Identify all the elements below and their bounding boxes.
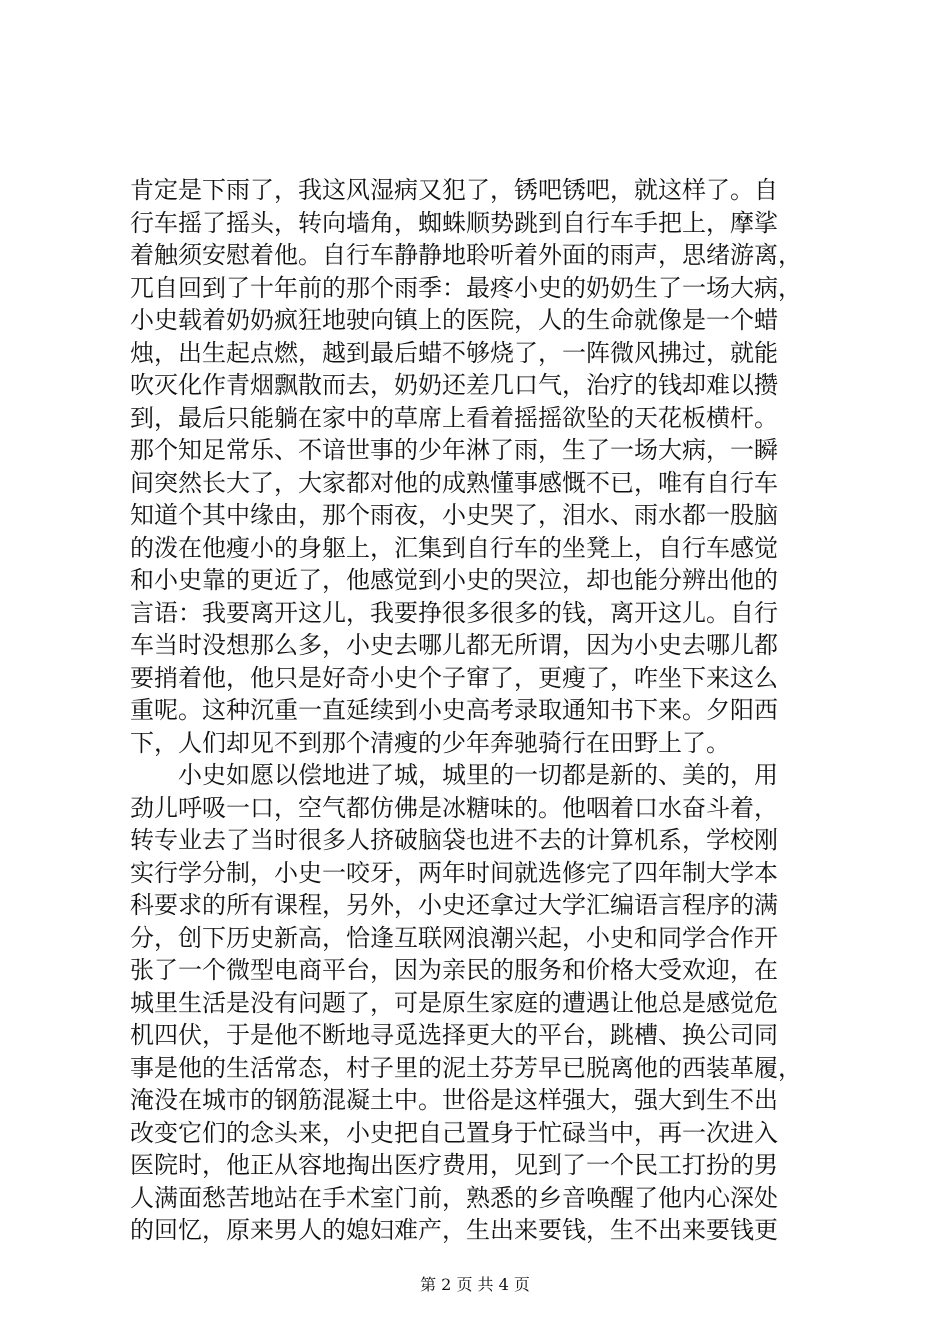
text-line: 车当时没想那么多，小史去哪儿都无所谓，因为小史去哪儿都 <box>130 631 778 659</box>
text-line: 医院时，他正从容地掏出医疗费用，见到了一个民工打扮的男 <box>130 1151 778 1179</box>
text-line: 间突然长大了，大家都对他的成熟懂事感慨不已，唯有自行车 <box>130 468 778 497</box>
text-line: 下，人们却见不到那个清瘦的少年奔驰骑行在田野上了。 <box>130 728 730 757</box>
text-line: 肯定是下雨了，我这风湿病又犯了，锈吧锈吧，就这样了。自 <box>130 176 778 204</box>
text-line: 转专业去了当时很多人挤破脑袋也进不去的计算机系，学校刚 <box>130 826 778 854</box>
text-line: 城里生活是没有问题了，可是原生家庭的遭遇让他总是感觉危 <box>130 988 778 1017</box>
text-line: 改变它们的念头来，小史把自己置身于忙碌当中，再一次进入 <box>130 1118 778 1147</box>
text-line: 张了一个微型电商平台，因为亲民的服务和价格大受欢迎，在 <box>130 956 778 984</box>
text-line: 科要求的所有课程，另外，小史还拿过大学汇编语言程序的满 <box>130 891 778 919</box>
text-line: 那个知足常乐、不谙世事的少年淋了雨，生了一场大病，一瞬 <box>130 436 778 464</box>
text-line: 劲儿呼吸一口，空气都仿佛是冰糖味的。他咽着口水奋斗着， <box>130 793 778 822</box>
text-line: 重呢。这种沉重一直延续到小史高考录取通知书下来。夕阳西 <box>130 696 778 724</box>
text-line: 实行学分制，小史一咬牙，两年时间就选修完了四年制大学本 <box>130 858 778 887</box>
text-line: 着触须安慰着他。自行车静静地聆听着外面的雨声，思绪游离， <box>130 241 802 269</box>
text-line: 机四伏，于是他不断地寻觅选择更大的平台，跳槽、换公司同 <box>130 1021 778 1049</box>
text-line: 知道个其中缘由，那个雨夜，小史哭了，泪水、雨水都一股脑 <box>130 501 778 529</box>
text-line: 的回忆，原来男人的媳妇难产，生出来要钱，生不出来要钱更 <box>130 1216 778 1244</box>
text-line: 要捎着他，他只是好奇小史个子窜了，更瘦了，咋坐下来这么 <box>130 663 778 692</box>
text-line: 言语：我要离开这儿，我要挣很多很多的钱，离开这儿。自行 <box>130 598 778 627</box>
text-line: 的泼在他瘦小的身躯上，汇集到自行车的坐凳上，自行车感觉 <box>130 533 778 562</box>
text-line: 小史载着奶奶疯狂地驶向镇上的医院，人的生命就像是一个蜡 <box>130 306 778 334</box>
text-line: 吹灭化作青烟飘散而去，奶奶还差几口气，治疗的钱却难以攒 <box>130 371 778 399</box>
text-line: 小史如愿以偿地进了城，城里的一切都是新的、美的，用 <box>130 761 778 789</box>
text-line: 分，创下历史新高，恰逢互联网浪潮兴起，小史和同学合作开 <box>130 923 778 952</box>
text-line: 淹没在城市的钢筋混凝土中。世俗是这样强大，强大到生不出 <box>130 1086 778 1114</box>
page-footer: 第 2 页 共 4 页 <box>420 1275 530 1294</box>
body-text <box>130 174 830 1247</box>
text-line: 行车摇了摇头，转向墙角，蜘蛛顺势跳到自行车手把上，摩挲 <box>130 208 778 237</box>
text-line: 到，最后只能躺在家中的草席上看着摇摇欲坠的天花板横杆。 <box>130 403 778 432</box>
text-line: 烛，出生起点燃，越到最后蜡不够烧了，一阵微风拂过，就能 <box>130 338 778 367</box>
text-line: 兀自回到了十年前的那个雨季：最疼小史的奶奶生了一场大病， <box>130 273 802 302</box>
text-line: 人满面愁苦地站在手术室门前，熟悉的乡音唤醒了他内心深处 <box>130 1183 778 1212</box>
text-line: 事是他的生活常态，村子里的泥土芬芳早已脱离他的西装革履， <box>130 1053 802 1082</box>
text-line: 和小史靠的更近了，他感觉到小史的哭泣，却也能分辨出他的 <box>130 566 778 594</box>
